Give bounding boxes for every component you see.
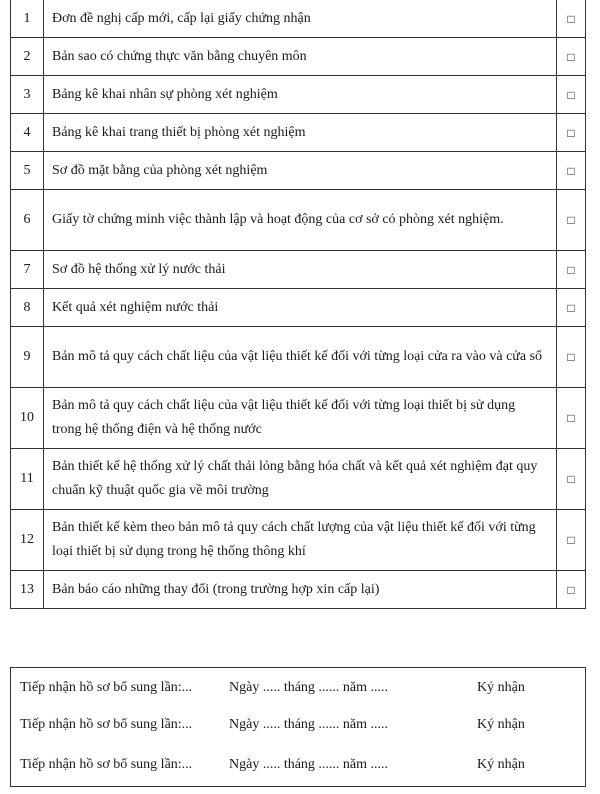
document-name: Bảng kê khai trang thiết bị phòng xét nghiệm [44, 114, 557, 152]
checkbox-icon[interactable]: □ [557, 571, 586, 609]
checkbox-icon[interactable]: □ [557, 152, 586, 190]
checkbox-icon[interactable]: □ [557, 0, 586, 38]
table-row [11, 571, 586, 609]
checkbox-icon[interactable]: □ [557, 510, 586, 571]
receipt-signature: Ký nhận [477, 717, 525, 732]
row-number: 1 [11, 0, 44, 38]
checkbox-icon[interactable]: □ [557, 114, 586, 152]
document-name: Đơn đề nghị cấp mới, cấp lại giấy chứng nhận [44, 0, 557, 38]
receipt-signature: Ký nhận [477, 680, 525, 695]
receipt-row [11, 715, 585, 735]
checkbox-icon[interactable]: □ [557, 76, 586, 114]
table-row [11, 0, 586, 38]
row-number: 7 [11, 251, 44, 289]
document-name: Sơ đồ mặt bằng của phòng xét nghiệm [44, 152, 557, 190]
row-number: 2 [11, 38, 44, 76]
receipt-signature: Ký nhận [477, 757, 525, 772]
row-number: 9 [11, 327, 44, 388]
table-row [11, 114, 586, 152]
row-number: 11 [11, 449, 44, 510]
checkbox-icon[interactable]: □ [557, 289, 586, 327]
document-name: Bản thiết kế hệ thống xử lý chất thải lỏng bằng hóa chất và kết quả xét nghiệm đạt quy chuẩn kỹ thuật quốc gia về môi trường [44, 449, 557, 510]
table-row [11, 152, 586, 190]
receipt-date: Ngày ..... tháng ...... năm ..... [229, 680, 389, 695]
table-row [11, 76, 586, 114]
table-row [11, 327, 586, 388]
document-name: Kết quả xét nghiệm nước thải [44, 289, 557, 327]
table-row [11, 190, 586, 251]
receipt-label: Tiếp nhận hồ sơ bổ sung lần:... [20, 757, 193, 772]
receipt-row [11, 678, 585, 698]
document-name: Sơ đồ hệ thống xử lý nước thải [44, 251, 557, 289]
receipt-date: Ngày ..... tháng ...... năm ..... [229, 757, 389, 772]
checkbox-icon[interactable]: □ [557, 190, 586, 251]
row-number: 4 [11, 114, 44, 152]
receipt-label: Tiếp nhận hồ sơ bổ sung lần:... [20, 717, 193, 732]
table-row [11, 38, 586, 76]
checkbox-icon[interactable]: □ [557, 449, 586, 510]
table-row [11, 251, 586, 289]
table-row [11, 388, 586, 449]
document-name: Bảng kê khai nhân sự phòng xét nghiệm [44, 76, 557, 114]
document-checklist-table [10, 0, 586, 609]
document-name: Bản mô tả quy cách chất liệu của vật liệu thiết kế đối với từng loại cửa ra vào và cửa sổ [44, 327, 557, 388]
row-number: 5 [11, 152, 44, 190]
receipt-row [11, 755, 585, 775]
row-number: 12 [11, 510, 44, 571]
row-number: 13 [11, 571, 44, 609]
row-number: 8 [11, 289, 44, 327]
row-number: 3 [11, 76, 44, 114]
receipt-date: Ngày ..... tháng ...... năm ..... [229, 717, 389, 732]
document-name: Bản thiết kế kèm theo bản mô tả quy cách chất lượng của vật liệu thiết kế đối với từng loại thiết bị sử dụng trong hệ thống thông khí [44, 510, 557, 571]
table-row [11, 449, 586, 510]
checkbox-icon[interactable]: □ [557, 327, 586, 388]
checkbox-icon[interactable]: □ [557, 251, 586, 289]
document-name: Giấy tờ chứng minh việc thành lập và hoạt động của cơ sở có phòng xét nghiệm. [44, 190, 557, 251]
checkbox-icon[interactable]: □ [557, 388, 586, 449]
document-name: Bản báo cáo những thay đổi (trong trường hợp xin cấp lại) [44, 571, 557, 609]
document-name: Bản sao có chứng thực văn bằng chuyên môn [44, 38, 557, 76]
supplement-receipt-box [10, 667, 586, 787]
row-number: 10 [11, 388, 44, 449]
receipt-label: Tiếp nhận hồ sơ bổ sung lần:... [20, 680, 193, 695]
checkbox-icon[interactable]: □ [557, 38, 586, 76]
document-name: Bản mô tả quy cách chất liệu của vật liệu thiết kế đối với từng loại thiết bị sử dụng trong hệ thống điện và hệ thống nước [44, 388, 557, 449]
table-row [11, 289, 586, 327]
table-row [11, 510, 586, 571]
row-number: 6 [11, 190, 44, 251]
